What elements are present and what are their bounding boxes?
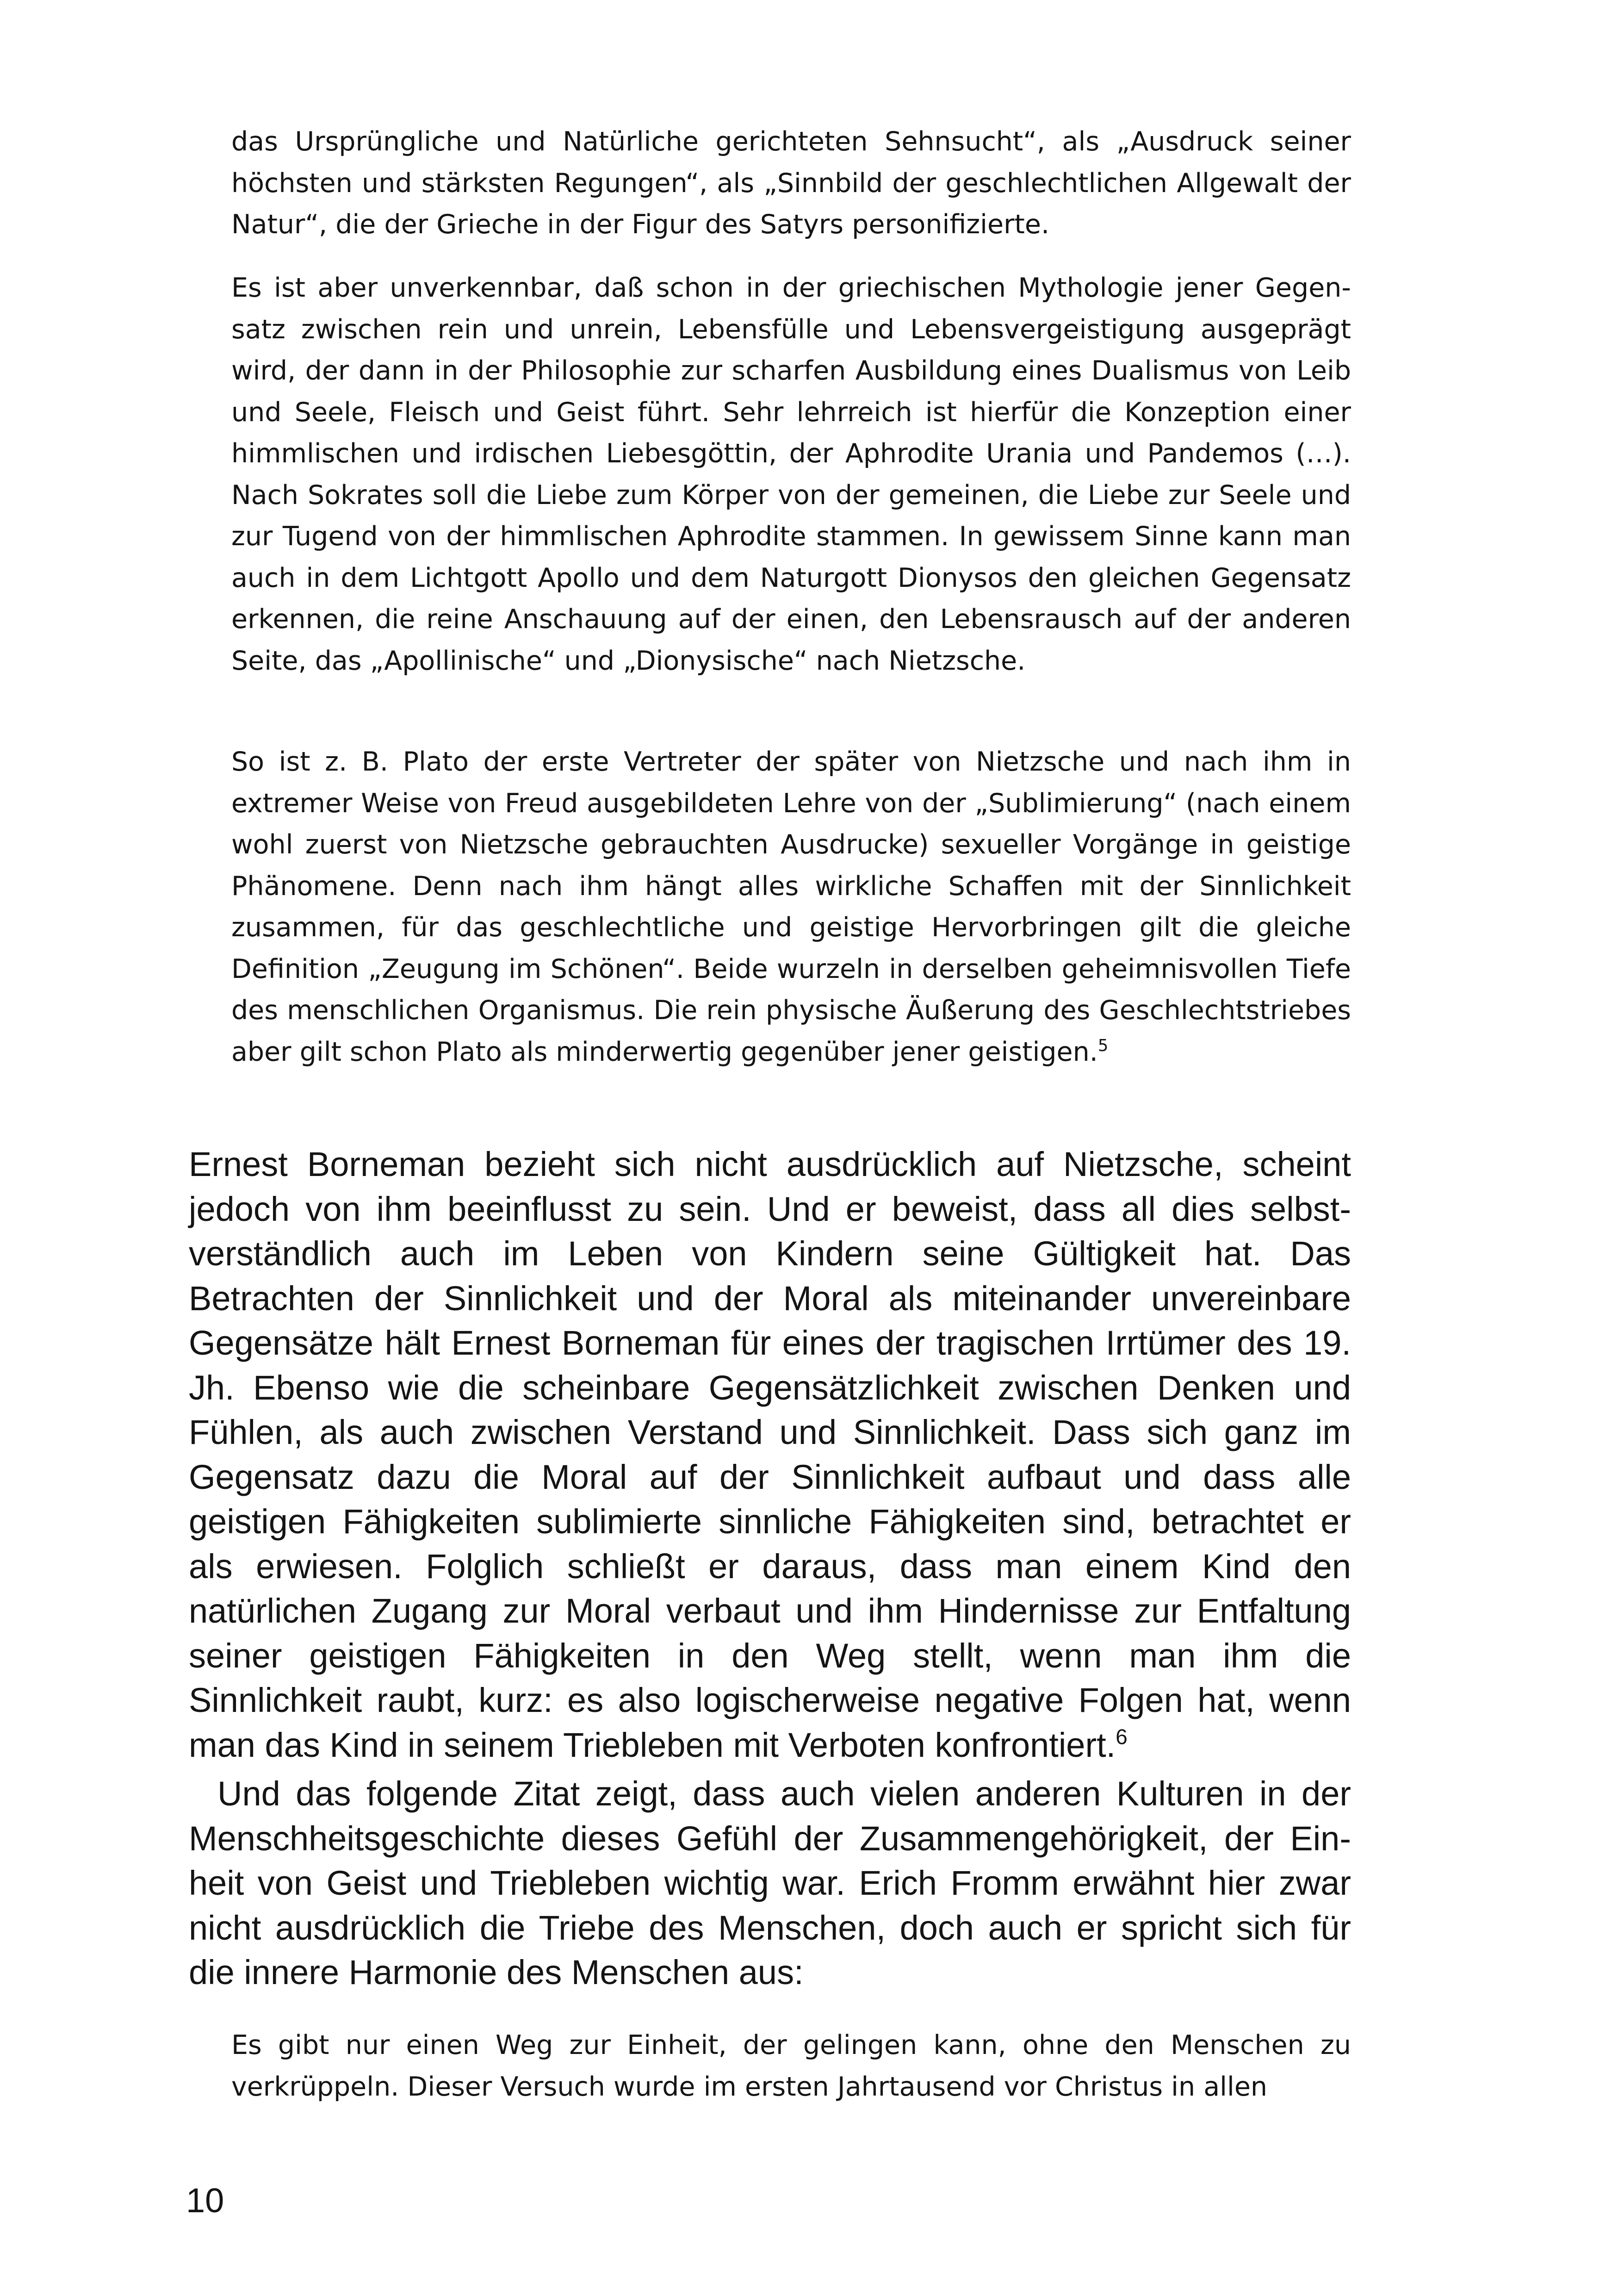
page-number: 10 bbox=[186, 2181, 224, 2220]
body-paragraph-borneman bbox=[189, 1142, 1351, 1767]
quote-text: So ist z. B. Plato der erste Vertreter der später von Nietzsche und nach ihm in extremer Weise von Freud ausgebildeten Lehre von der „Sublimierung“ (nach einem wohl zuerst von Nietzsche gebrauchten Ausdrucke) sexueller Vorgänge in geistige Phänomene. Denn nach ihm hängt alles wirkliche Schaffen mit der Sinnlichkeit zusammen, für das geschlechtliche und geistige Hervorbringen gilt die gleiche Definition „Zeugung im Schönen“. Beide wurzeln in derselben geheimnisvollen Tiefe des menschlichen Organismus. Die rein physische Äußerung des Geschlechtstriebes aber gilt schon Plato als minderwertig gegenüber jener geistigen. bbox=[231, 747, 1351, 1067]
footnote-marker: 5 bbox=[1097, 1036, 1109, 1055]
quote-text: Es ist aber unverkennbar, daß schon in der griechischen Mythologie jener Gegensatz zwischen rein und unrein, Lebensfülle und Lebensvergeistigung ausgeprägt wird, der dann in der Philosophie zur scharfen Ausbildung eines Dualismus von Leib und Seele, Fleisch und Geist führt. Sehr lehrreich ist hierfür die Konzeption einer himmlischen und irdischen Liebesgöttin, der Aphrodite Urania und Pandemos (…). Nach Sokrates soll die Liebe zum Körper von der gemeinen, die Liebe zur Seele und zur Tugend von der himmlischen Aphrodite stammen. In gewissem Sinne kann man auch in dem Lichtgott Apollo und dem Naturgott Dionysos den gleichen Gegensatz erkennen, die reine Anschauung auf der einen, den Lebensrausch auf der anderen Seite, das „Apollinische“ und „Dionysische“ nach Nietzsche. bbox=[231, 273, 1351, 676]
block-quote-plato bbox=[231, 741, 1351, 1073]
paragraph-text: Ernest Borneman bezieht sich nicht ausdrücklich auf Nietzsche, scheint jedoch von ihm beeinflusst zu sein. Und er beweist, dass all dies selbstverständlich auch im Leben von Kindern seine Gültigkeit hat. Das Betrachten der Sinnlichkeit und der Moral als miteinander unvereinbare Gegensätze hält Ernest Borneman für eines der tragischen Irrtümer des 19. Jh. Ebenso wie die scheinbare Gegensätzlichkeit zwischen Denken und Fühlen, als auch zwischen Verstand und Sinnlichkeit. Dass sich ganz im Gegensatz dazu die Moral auf der Sinnlichkeit aufbaut und dass alle geistigen Fähigkeiten sublimierte sinnliche Fähigkeiten sind, betrachtet er als erwiesen. Folglich schließt er daraus, dass man einem Kind den natürlichen Zugang zur Moral verbaut und ihm Hindernisse zur Entfaltung seiner geistigen Fähigkeiten in den Weg stellt, wenn man ihm die Sinnlichkeit raubt, kurz: es also logischerweise negative Folgen hat, wenn man das Kind in seinem Triebleben mit Verboten konfrontiert. bbox=[189, 1145, 1351, 1764]
block-quote-satyr bbox=[231, 121, 1351, 246]
paragraph-text: Und das folgende Zitat zeigt, dass auch vielen anderen Kulturen in der Menschheitsgeschichte dieses Gefühl der Zusammengehörigkeit, der Einheit von Geist und Triebleben wichtig war. Erich Fromm erwähnt hier zwar nicht ausdrücklich die Triebe des Menschen, doch auch er spricht sich für die innere Harmonie des Menschen aus: bbox=[189, 1774, 1351, 1991]
block-quote-unity bbox=[231, 2025, 1351, 2108]
quote-text: Es gibt nur einen Weg zur Einheit, der gelingen kann, ohne den Menschen zu verkrüppeln. Dieser Versuch wurde im ersten Jahrtausend vor Christus in allen bbox=[231, 2030, 1351, 2102]
body-paragraph-fromm bbox=[189, 1772, 1351, 1995]
quote-text: das Ursprüngliche und Natürliche gerichteten Sehnsucht“, als „Ausdruck seiner höchsten und stärksten Regungen“, als „Sinnbild der geschlechtlichen Allgewalt der Natur“, die der Grieche in der Figur des Satyrs personifizierte. bbox=[231, 126, 1351, 240]
footnote-marker: 6 bbox=[1116, 1724, 1128, 1748]
block-quote-mythology bbox=[231, 268, 1351, 682]
